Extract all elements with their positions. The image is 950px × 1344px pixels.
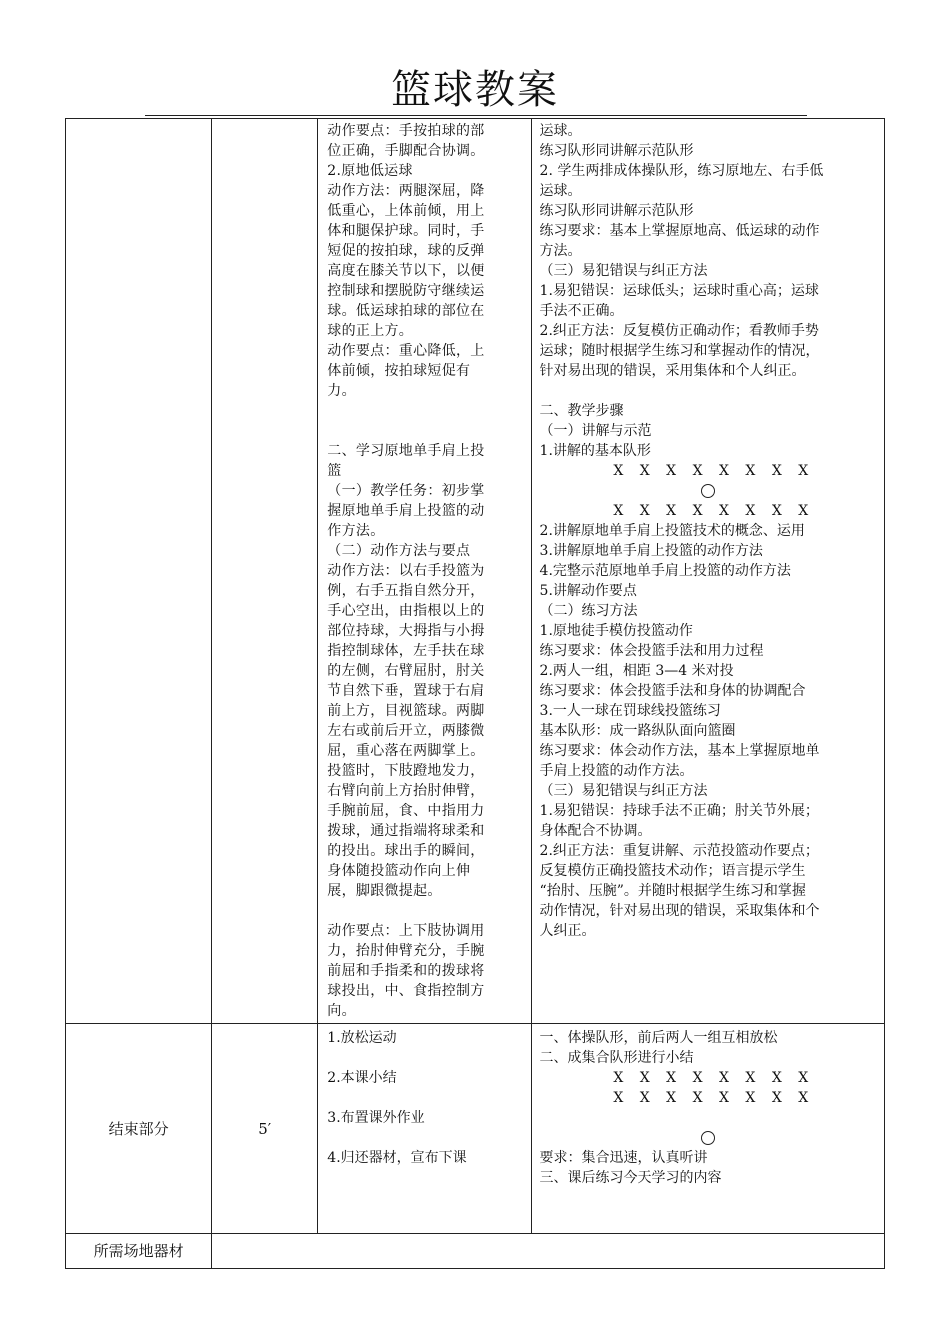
organization-line: 运球；随时根据学生练习和掌握动作的情况， (539, 343, 820, 359)
ending-item: 2.本课小结 (327, 1070, 397, 1086)
organization-line: 方法。 (539, 243, 582, 259)
organization-line: 练习要求：体会动作方法，基本上掌握原地单 (539, 743, 820, 759)
organization-line: （一）讲解与示范 (539, 423, 652, 439)
organization-line: 手肩上投篮的动作方法。 (539, 763, 694, 779)
duration-value: 5′ (212, 1024, 318, 1234)
content-line: 动作要点：上下肢协调用 (327, 923, 485, 939)
teacher-marker (540, 481, 876, 501)
content-line: 身体随投篮动作向上伸 (327, 863, 471, 879)
content-line: 动作要点：手按拍球的部 (327, 123, 485, 139)
content-line: 拨球，通过指端将球柔和 (327, 823, 485, 839)
organization-line: 针对易出现的错误，采用集体和个人纠正。 (539, 363, 806, 379)
formation-row-bottom: X X X X X X X X (613, 503, 815, 519)
organization-line: 身体配合不协调。 (539, 823, 652, 839)
ending-item: 4.归还器材，宣布下课 (327, 1150, 467, 1166)
content-line: 的左侧，右臂屈肘，肘关 (327, 663, 485, 679)
teacher-marker-ending (540, 1128, 876, 1148)
content-line: 右臂向前上方抬肘伸臂， (327, 783, 485, 799)
content-line: （二）动作方法与要点 (327, 543, 471, 559)
organization-line: 3.讲解原地单手肩上投篮的动作方法 (539, 543, 763, 559)
organization-line: 反复模仿正确投篮技术动作；语言提示学生 (539, 863, 806, 879)
content-line: 2.原地低运球 (327, 163, 413, 179)
content-line: 球。低运球拍球的部位在 (327, 303, 485, 319)
section-label: 结束部分 (66, 1024, 212, 1234)
equipment-value (212, 1234, 885, 1269)
ending-org-line: 三、课后练习今天学习的内容 (539, 1170, 722, 1186)
content-line: 动作方法：两腿深屈，降 (327, 183, 485, 199)
content-line: 部位持球，大拇指与小拇 (327, 623, 485, 639)
title-underline (145, 115, 807, 116)
organization-line: （三）易犯错误与纠正方法 (539, 783, 708, 799)
organization-line: 手法不正确。 (539, 303, 624, 319)
organization-line: 练习要求：基本上掌握原地高、低运球的动作 (539, 223, 820, 239)
content-line: 左右或前后开立，两膝微 (327, 723, 485, 739)
ending-organization-cell (531, 1024, 884, 1234)
organization-line: 1.易犯错误：运球低头；运球时重心高；运球 (539, 283, 819, 299)
content-line: 控制球和摆脱防守继续运 (327, 283, 485, 299)
content-line: 高度在膝关节以下，以便 (327, 263, 485, 279)
organization-line: 1.原地徒手模仿投篮动作 (539, 623, 693, 639)
content-line: 球投出，中、食指控制方 (327, 983, 485, 999)
teacher-circle-icon (701, 484, 715, 498)
organization-line: 2.讲解原地单手肩上投篮技术的概念、运用 (539, 523, 805, 539)
content-line: 指控制球体，左手扶在球 (327, 643, 485, 659)
content-line (327, 901, 522, 921)
organization-line: 练习要求：体会投篮手法和用力过程 (539, 643, 764, 659)
table-row-equipment (66, 1234, 885, 1269)
content-line: 节自然下垂，置球于右肩 (327, 683, 485, 699)
content-line: 短促的按拍球，球的反弹 (327, 243, 485, 259)
time-cell-empty (212, 119, 318, 1024)
organization-line (540, 381, 876, 401)
organization-line: 5.讲解动作要点 (539, 583, 637, 599)
organization-line: 2.纠正方法：重复讲解、示范投篮动作要点； (539, 843, 819, 859)
page-title: 篮球教案 (391, 67, 559, 113)
teacher-circle-icon (701, 1131, 715, 1145)
table-row-ending (66, 1024, 885, 1234)
content-line: 体前倾，按拍球短促有 (327, 363, 471, 379)
content-line: 篮 (327, 463, 342, 479)
formation-row-ending-1: X X X X X X X X (613, 1070, 815, 1086)
content-line: 的投出。球出手的瞬间， (327, 843, 485, 859)
formation-row-ending-2: X X X X X X X X (613, 1090, 815, 1106)
content-line (327, 401, 522, 421)
table-row-main (66, 119, 885, 1024)
organization-line: 运球。 (539, 123, 582, 139)
organization-line: 运球。 (539, 183, 582, 199)
content-line: 力。 (327, 383, 356, 399)
equipment-label: 所需场地器材 (66, 1234, 212, 1269)
content-line: 动作方法：以右手投篮为 (327, 563, 485, 579)
organization-line: “抬肘、压腕”。并随时根据学生练习和掌握 (539, 883, 806, 899)
content-line: 体和腿保护球。同时，手 (327, 223, 485, 239)
organization-line: 2.纠正方法：反复模仿正确动作；看教师手势 (539, 323, 819, 339)
organization-line: （二）练习方法 (539, 603, 638, 619)
organization-line: 人纠正。 (539, 923, 596, 939)
content-line: 低重心，上体前倾，用上 (327, 203, 485, 219)
ending-item: 3.布置课外作业 (327, 1110, 425, 1126)
organization-text (532, 119, 884, 943)
organization-line: 2. 学生两排成体操队形，练习原地左、右手低 (539, 163, 824, 179)
formation-row-top: X X X X X X X X (613, 463, 815, 479)
organization-line: 练习要求：体会投篮手法和身体的协调配合 (539, 683, 806, 699)
ending-org-line: 一、体操队形，前后两人一组互相放松 (539, 1030, 778, 1046)
ending-item: 1.放松运动 (327, 1030, 397, 1046)
content-line: 球的正上方。 (327, 323, 414, 339)
ending-organization-text (532, 1024, 884, 1190)
content-line: 手心空出，由指根以上的 (327, 603, 485, 619)
organization-line: 1.易犯错误：持球手法不正确；肘关节外展； (539, 803, 819, 819)
content-line: 前上方，目视篮球。两脚 (327, 703, 485, 719)
section-cell-empty (66, 119, 212, 1024)
content-line: 投篮时，下肢蹬地发力， (327, 763, 485, 779)
content-line: （一）教学任务：初步掌 (327, 483, 485, 499)
content-line: 作方法。 (327, 523, 385, 539)
organization-cell (531, 119, 884, 1024)
ending-content-cell (318, 1024, 531, 1234)
ending-org-line: 二、成集合队形进行小结 (539, 1050, 694, 1066)
organization-line: 练习队形同讲解示范队形 (539, 143, 694, 159)
ending-content-list (318, 1024, 530, 1170)
organization-line: 二、教学步骤 (539, 403, 624, 419)
content-line: 展，脚跟微提起。 (327, 883, 442, 899)
content-line: 手腕前屈，食、中指用力 (327, 803, 485, 819)
content-cell (318, 119, 531, 1024)
content-line: 二、学习原地单手肩上投 (327, 443, 485, 459)
content-line: 前屈和手指柔和的拨球将 (327, 963, 485, 979)
content-line: 力，抬肘伸臂充分，手腕 (327, 943, 485, 959)
lesson-plan-table (65, 118, 885, 1269)
organization-line: 动作情况，针对易出现的错误，采取集体和个 (539, 903, 820, 919)
organization-line: 3.一人一球在罚球线投篮练习 (539, 703, 721, 719)
content-line: 向。 (327, 1003, 356, 1019)
content-line: 例，右手五指自然分开， (327, 583, 485, 599)
organization-line: 1.讲解的基本队形 (539, 443, 651, 459)
organization-line: 基本队形：成一路纵队面向篮圈 (539, 723, 736, 739)
content-line (327, 421, 522, 441)
content-line: 动作要点：重心降低，上 (327, 343, 485, 359)
content-line: 屈，重心落在两脚掌上。 (327, 743, 485, 759)
content-text (318, 119, 530, 1023)
organization-line: 练习队形同讲解示范队形 (539, 203, 694, 219)
organization-line: 2.两人一组，相距 3—4 米对投 (539, 663, 734, 679)
content-line: 握原地单手肩上投篮的动 (327, 503, 485, 519)
ending-org-line: 要求：集合迅速，认真听讲 (539, 1150, 708, 1166)
content-line: 位正确，手脚配合协调。 (327, 143, 485, 159)
organization-line: （三）易犯错误与纠正方法 (539, 263, 708, 279)
organization-line: 4.完整示范原地单手肩上投篮的动作方法 (539, 563, 791, 579)
